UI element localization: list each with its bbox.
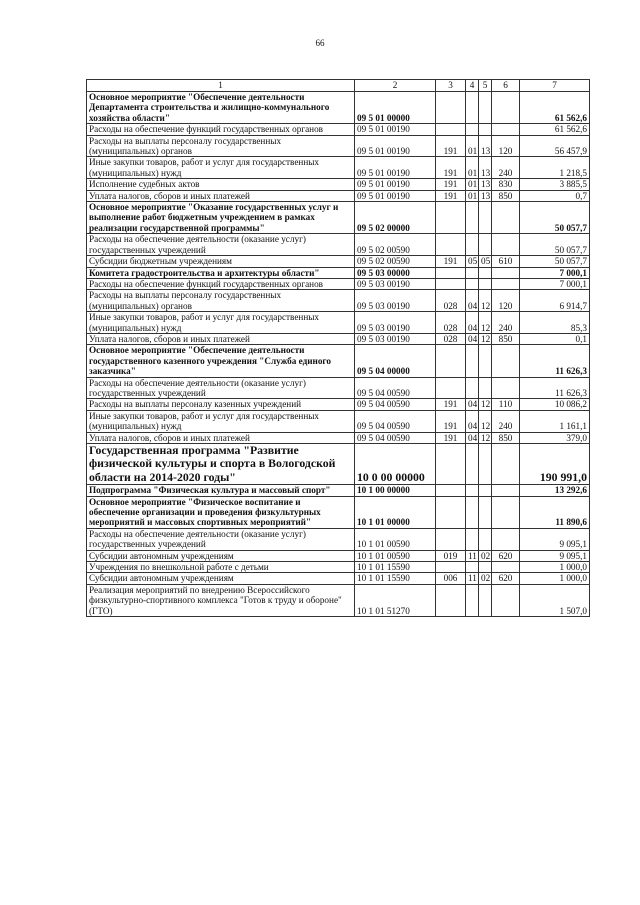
row-col5 — [479, 124, 492, 135]
row-col5: 12 — [479, 290, 492, 312]
row-name: Подпрограмма "Физическая культура и массовый спорт" — [87, 485, 355, 496]
row-col6: 850 — [492, 432, 520, 443]
row-code: 09 5 02 00000 — [355, 202, 436, 234]
row-col5: 02 — [479, 573, 492, 584]
row-col6: 850 — [492, 333, 520, 344]
row-col6: 110 — [492, 399, 520, 410]
budget-table-body — [87, 80, 590, 617]
row-col5 — [479, 444, 492, 485]
row-col4 — [466, 496, 479, 528]
table-row — [87, 124, 590, 135]
row-name: Расходы на выплаты персоналу государственных (муниципальных) органов — [87, 135, 355, 157]
row-col3: 191 — [436, 399, 466, 410]
row-sum: 9 095,1 — [520, 528, 590, 550]
row-code: 10 1 01 00000 — [355, 496, 436, 528]
row-col4: 11 — [466, 550, 479, 561]
row-code: 09 5 01 00190 — [355, 135, 436, 157]
row-sum: 85,3 — [520, 312, 590, 334]
row-col3: 191 — [436, 157, 466, 179]
row-code: 09 5 01 00190 — [355, 124, 436, 135]
row-sum: 13 292,6 — [520, 485, 590, 496]
row-sum: 7 000,1 — [520, 267, 590, 278]
table-row — [87, 278, 590, 289]
row-col5 — [479, 377, 492, 399]
row-col3 — [436, 202, 466, 234]
table-row — [87, 377, 590, 399]
row-sum: 61 562,6 — [520, 124, 590, 135]
table-row — [87, 432, 590, 443]
row-code: 09 5 01 00190 — [355, 157, 436, 179]
row-col3 — [436, 124, 466, 135]
table-row — [87, 179, 590, 190]
row-code: 10 1 01 15590 — [355, 562, 436, 573]
row-col3 — [436, 92, 466, 124]
row-name: Комитета градостроительства и архитектуры области" — [87, 267, 355, 278]
row-col3 — [436, 377, 466, 399]
row-sum: 1 218,5 — [520, 157, 590, 179]
row-name: Основное мероприятие "Обеспечение деятельности государственного казенного учреждения "Служба единого заказчика" — [87, 345, 355, 377]
row-sum: 56 457,9 — [520, 135, 590, 157]
row-col3: 191 — [436, 179, 466, 190]
row-col3 — [436, 278, 466, 289]
row-col5 — [479, 528, 492, 550]
table-row — [87, 485, 590, 496]
row-col6: 120 — [492, 135, 520, 157]
row-col4: 01 — [466, 135, 479, 157]
row-sum: 0,7 — [520, 190, 590, 201]
table-row — [87, 573, 590, 584]
row-name: Основное мероприятие "Оказание государственных услуг и выполнение работ бюджетным учреждением в рамках реализации государственной программы" — [87, 202, 355, 234]
row-name: Расходы на обеспечение деятельности (оказание услуг) государственных учреждений — [87, 528, 355, 550]
row-col3 — [436, 528, 466, 550]
row-col6 — [492, 267, 520, 278]
row-col5: 13 — [479, 179, 492, 190]
row-name: Субсидии автономным учреждениям — [87, 573, 355, 584]
row-col3: 191 — [436, 135, 466, 157]
row-name: Расходы на обеспечение функций государственных органов — [87, 124, 355, 135]
row-col4 — [466, 92, 479, 124]
row-col4 — [466, 234, 479, 256]
table-row — [87, 562, 590, 573]
row-sum: 190 991,0 — [520, 444, 590, 485]
row-code: 09 5 03 00190 — [355, 290, 436, 312]
row-sum: 3 885,5 — [520, 179, 590, 190]
row-name: Уплата налогов, сборов и иных платежей — [87, 333, 355, 344]
table-row — [87, 444, 590, 485]
row-code: 09 5 02 00590 — [355, 256, 436, 267]
column-number: 5 — [479, 80, 492, 92]
row-name: Расходы на обеспечение деятельности (оказание услуг) государственных учреждений — [87, 377, 355, 399]
table-row — [87, 135, 590, 157]
page-number: 66 — [315, 38, 325, 48]
row-col4: 04 — [466, 290, 479, 312]
row-sum: 379,0 — [520, 432, 590, 443]
row-col6: 240 — [492, 157, 520, 179]
row-code: 09 5 03 00190 — [355, 278, 436, 289]
row-col6 — [492, 485, 520, 496]
row-col5 — [479, 345, 492, 377]
row-name: Иные закупки товаров, работ и услуг для государственных (муниципальных) нужд — [87, 410, 355, 432]
budget-table — [86, 79, 590, 617]
table-row — [87, 333, 590, 344]
row-name: Реализация мероприятий по внедрению Всероссийского физкультурно-спортивного комплекса "Готов к труду и обороне" (ГТО) — [87, 584, 355, 616]
row-col4 — [466, 444, 479, 485]
row-name: Исполнение судебных актов — [87, 179, 355, 190]
row-col6 — [492, 584, 520, 616]
row-col6 — [492, 278, 520, 289]
row-name: Иные закупки товаров, работ и услуг для государственных (муниципальных) нужд — [87, 157, 355, 179]
column-number: 6 — [492, 80, 520, 92]
row-code: 09 5 01 00000 — [355, 92, 436, 124]
row-col3: 019 — [436, 550, 466, 561]
row-col5: 02 — [479, 550, 492, 561]
row-sum: 61 562,6 — [520, 92, 590, 124]
row-col5 — [479, 92, 492, 124]
row-col6: 240 — [492, 410, 520, 432]
row-col6: 620 — [492, 573, 520, 584]
column-number: 4 — [466, 80, 479, 92]
row-col3: 028 — [436, 333, 466, 344]
row-col5 — [479, 485, 492, 496]
table-row — [87, 410, 590, 432]
row-name: Учреждения по внешкольной работе с детьми — [87, 562, 355, 573]
row-col3: 028 — [436, 312, 466, 334]
row-col4 — [466, 377, 479, 399]
row-col5: 12 — [479, 312, 492, 334]
table-row — [87, 256, 590, 267]
row-col4: 11 — [466, 573, 479, 584]
row-code: 10 1 01 15590 — [355, 573, 436, 584]
row-col6: 120 — [492, 290, 520, 312]
row-col5 — [479, 584, 492, 616]
row-col3 — [436, 267, 466, 278]
row-col6 — [492, 124, 520, 135]
row-code: 09 5 03 00190 — [355, 312, 436, 334]
row-col4 — [466, 528, 479, 550]
table-row — [87, 584, 590, 616]
row-name: Субсидии автономным учреждениям — [87, 550, 355, 561]
row-col4 — [466, 562, 479, 573]
row-sum: 1 000,0 — [520, 562, 590, 573]
row-sum: 1 507,0 — [520, 584, 590, 616]
row-sum: 11 626,3 — [520, 377, 590, 399]
table-row — [87, 496, 590, 528]
row-col6 — [492, 562, 520, 573]
row-col4: 05 — [466, 256, 479, 267]
row-code: 09 5 02 00590 — [355, 234, 436, 256]
row-col4: 04 — [466, 312, 479, 334]
row-col3 — [436, 444, 466, 485]
row-col4 — [466, 345, 479, 377]
row-col3: 028 — [436, 290, 466, 312]
row-code: 09 5 04 00590 — [355, 432, 436, 443]
table-row — [87, 202, 590, 234]
row-name: Уплата налогов, сборов и иных платежей — [87, 190, 355, 201]
row-col4 — [466, 278, 479, 289]
table-row — [87, 190, 590, 201]
row-col3 — [436, 562, 466, 573]
table-row — [87, 550, 590, 561]
row-sum: 50 057,7 — [520, 202, 590, 234]
row-col6 — [492, 345, 520, 377]
row-col6: 240 — [492, 312, 520, 334]
row-col4 — [466, 202, 479, 234]
row-col4: 04 — [466, 432, 479, 443]
row-code: 09 5 01 00190 — [355, 179, 436, 190]
row-col6 — [492, 234, 520, 256]
row-col6 — [492, 92, 520, 124]
row-code: 09 5 03 00000 — [355, 267, 436, 278]
row-sum: 0,1 — [520, 333, 590, 344]
row-col6 — [492, 377, 520, 399]
row-col3 — [436, 485, 466, 496]
row-name: Основное мероприятие "Обеспечение деятельности Департамента строительства и жилищно-коммунального хозяйства области" — [87, 92, 355, 124]
row-col4: 04 — [466, 410, 479, 432]
row-col5: 13 — [479, 190, 492, 201]
row-col5: 12 — [479, 333, 492, 344]
row-col3: 191 — [436, 432, 466, 443]
row-name: Расходы на обеспечение функций государственных органов — [87, 278, 355, 289]
row-col3: 191 — [436, 190, 466, 201]
column-number: 3 — [436, 80, 466, 92]
row-code: 10 1 01 00590 — [355, 550, 436, 561]
row-col4 — [466, 584, 479, 616]
row-sum: 10 086,2 — [520, 399, 590, 410]
row-name: Расходы на обеспечение деятельности (оказание услуг) государственных учреждений — [87, 234, 355, 256]
row-name: Расходы на выплаты персоналу казенных учреждений — [87, 399, 355, 410]
row-code: 09 5 04 00000 — [355, 345, 436, 377]
row-col4: 01 — [466, 179, 479, 190]
row-col5 — [479, 202, 492, 234]
row-col4 — [466, 267, 479, 278]
column-number-row — [87, 80, 590, 92]
row-name: Государственная программа "Развитие физической культуры и спорта в Вологодской области на 2014-2020 годы" — [87, 444, 355, 485]
row-col5: 12 — [479, 399, 492, 410]
row-sum: 50 057,7 — [520, 256, 590, 267]
row-col3 — [436, 234, 466, 256]
table-row — [87, 312, 590, 334]
row-col5: 12 — [479, 432, 492, 443]
table-row — [87, 345, 590, 377]
row-col6: 610 — [492, 256, 520, 267]
column-number: 2 — [355, 80, 436, 92]
row-col5 — [479, 562, 492, 573]
table-row — [87, 92, 590, 124]
table-row — [87, 267, 590, 278]
row-col6 — [492, 496, 520, 528]
row-col5 — [479, 278, 492, 289]
row-col4: 01 — [466, 157, 479, 179]
table-row — [87, 399, 590, 410]
row-col4: 01 — [466, 190, 479, 201]
row-code: 09 5 04 00590 — [355, 410, 436, 432]
row-col6: 850 — [492, 190, 520, 201]
column-number: 1 — [87, 80, 355, 92]
row-code: 10 1 00 00000 — [355, 485, 436, 496]
table-row — [87, 290, 590, 312]
column-number: 7 — [520, 80, 590, 92]
row-col5: 13 — [479, 157, 492, 179]
row-code: 10 1 01 00590 — [355, 528, 436, 550]
row-name: Уплата налогов, сборов и иных платежей — [87, 432, 355, 443]
row-col6 — [492, 202, 520, 234]
row-col5 — [479, 496, 492, 528]
row-code: 09 5 04 00590 — [355, 399, 436, 410]
row-code: 09 5 03 00190 — [355, 333, 436, 344]
table-row — [87, 157, 590, 179]
row-sum: 7 000,1 — [520, 278, 590, 289]
row-code: 09 5 04 00590 — [355, 377, 436, 399]
row-col5 — [479, 267, 492, 278]
table-row — [87, 234, 590, 256]
row-name: Иные закупки товаров, работ и услуг для государственных (муниципальных) нужд — [87, 312, 355, 334]
row-name: Расходы на выплаты персоналу государственных (муниципальных) органов — [87, 290, 355, 312]
row-col5: 05 — [479, 256, 492, 267]
row-col5 — [479, 234, 492, 256]
row-name: Субсидии бюджетным учреждениям — [87, 256, 355, 267]
row-code: 10 0 00 00000 — [355, 444, 436, 485]
row-sum: 50 057,7 — [520, 234, 590, 256]
row-sum: 1 000,0 — [520, 573, 590, 584]
row-col3: 191 — [436, 410, 466, 432]
row-name: Основное мероприятие "Физическое воспитание и обеспечение организации и проведения физкультурных мероприятий и массовых спортивных мероприятий" — [87, 496, 355, 528]
row-col3 — [436, 496, 466, 528]
table-row — [87, 528, 590, 550]
row-col6: 620 — [492, 550, 520, 561]
row-col5: 13 — [479, 135, 492, 157]
row-col3: 191 — [436, 256, 466, 267]
row-sum: 1 161,1 — [520, 410, 590, 432]
row-sum: 11 890,6 — [520, 496, 590, 528]
row-col6 — [492, 444, 520, 485]
row-col4: 04 — [466, 399, 479, 410]
row-code: 10 1 01 51270 — [355, 584, 436, 616]
row-sum: 9 095,1 — [520, 550, 590, 561]
row-col3: 006 — [436, 573, 466, 584]
row-sum: 6 914,7 — [520, 290, 590, 312]
row-col3 — [436, 584, 466, 616]
row-col6: 830 — [492, 179, 520, 190]
row-col4 — [466, 485, 479, 496]
row-sum: 11 626,3 — [520, 345, 590, 377]
row-code: 09 5 01 00190 — [355, 190, 436, 201]
row-col6 — [492, 528, 520, 550]
row-col3 — [436, 345, 466, 377]
row-col5: 12 — [479, 410, 492, 432]
row-col4: 04 — [466, 333, 479, 344]
row-col4 — [466, 124, 479, 135]
